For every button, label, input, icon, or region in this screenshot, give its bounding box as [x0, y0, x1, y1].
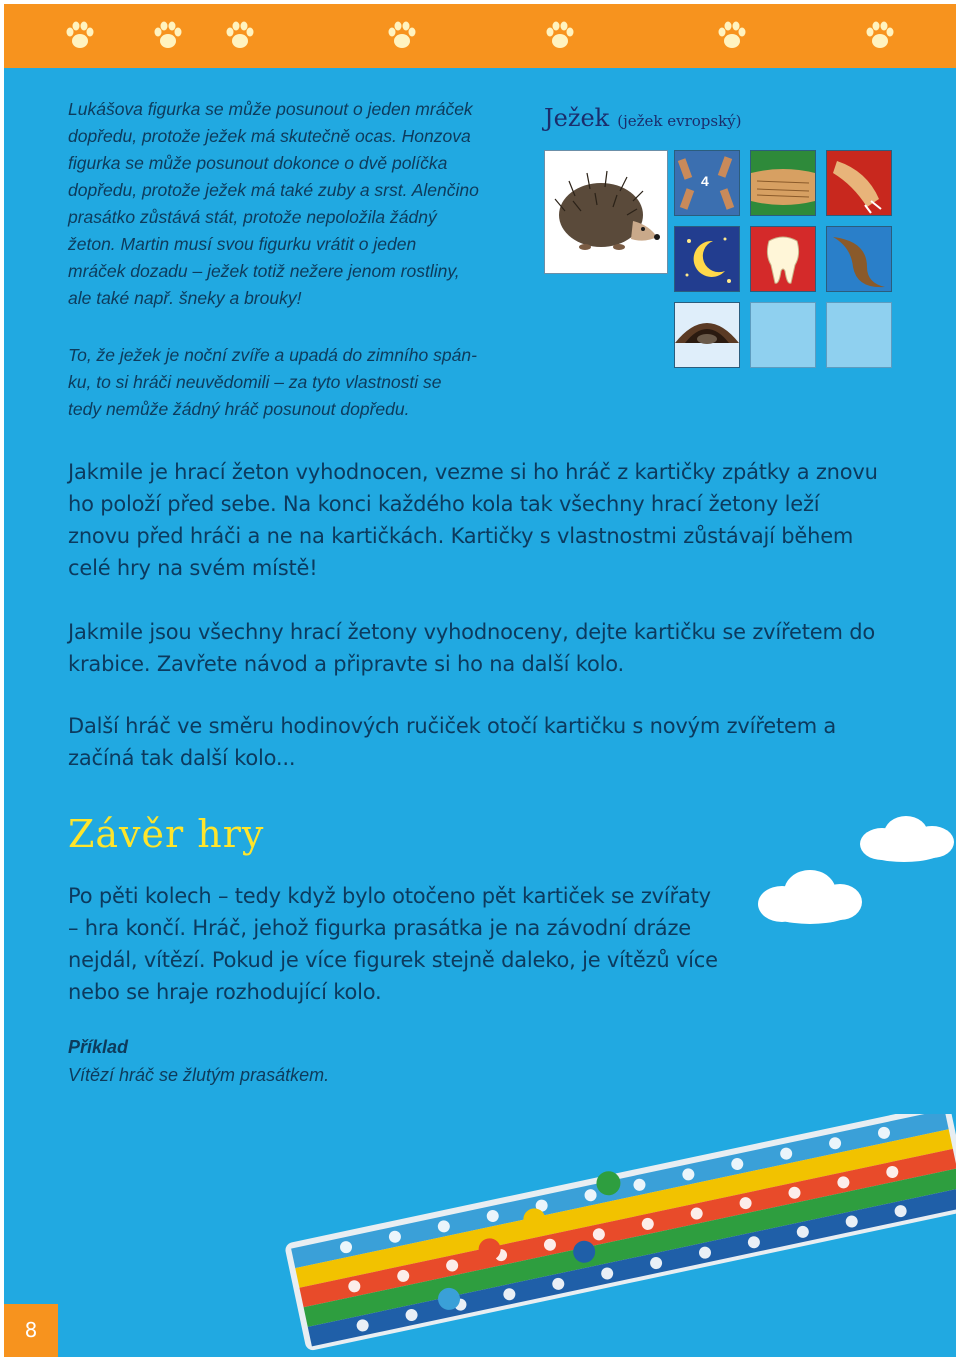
paw-icon: [62, 18, 98, 54]
paw-icon: [542, 18, 578, 54]
paw-icon: [384, 18, 420, 54]
animal-subtitle: (ježek evropský): [617, 112, 742, 130]
tile-empty: [750, 302, 816, 368]
conclusion-paragraph: Po pěti kolech – tedy když bylo otočeno pět kartiček se zvířaty – hra končí. Hráč, jehož figurka prasátka je na závodní dráze nejdál, vítězí. Pokud je více figurek stejně daleko, je vítězů více nebo se hraje rozhodující kolo.: [68, 884, 718, 1004]
paragraph-token-return: Jakmile je hrací žeton vyhodnocen, vezme si ho hráč z kartičky zpátky a znovu ho položí před sebe. Na konci každého kola tak všechny hrací žetony leží znovu před hráči a ne na kartičkách. Kartičky s vlastnostmi zůstávají během celé hry na svém místě!: [68, 460, 878, 580]
intro-paragraph: Lukášova figurka se může posunout o jeden mráček dopředu, protože ježek má skutečně ocas. Honzova figurka se může posunout dokonce o dvě políčka dopředu, protože ježek má také zuby a srst. Alenčino prasátko zůstává stát, protože nepoložila žádný žeton. Martin musí svou figurku vrátit o jeden mráček dozadu – ježek totiž nežere jenom rostliny, ale také např. šneky a brouky!: [68, 99, 479, 308]
tile-legs-number: 4: [701, 173, 709, 189]
cloud-icon: [754, 866, 866, 928]
paw-icon: [714, 18, 750, 54]
night-paragraph: To, že ježek je noční zvíře a upadá do zimního spán- ku, to si hráči neuvědomili – za tyto vlastnosti se tedy nemůže žádný hráč posunout dopředu.: [68, 345, 477, 419]
moon-icon: [675, 227, 739, 291]
section-title: Závěr hry: [68, 812, 265, 856]
paw-icon: [222, 18, 258, 54]
page-number: 8: [4, 1304, 58, 1357]
tail-icon: [827, 227, 891, 291]
animal-card-title: [544, 104, 742, 132]
example-label: Příklad: [68, 1037, 129, 1057]
tile-empty: [826, 302, 892, 368]
hedgehog-icon: [545, 151, 667, 273]
page: [4, 4, 956, 1357]
paragraph-card-away: Jakmile jsou všechny hrací žetony vyhodnoceny, dejte kartičku se zvířetem do krabice. Zavřete návod a připravte si ho na další kolo.: [68, 620, 875, 676]
hedgehog-image: [544, 150, 668, 274]
tile-tail: [826, 226, 892, 292]
paw-icon: [150, 18, 186, 54]
game-board-image: [274, 1114, 956, 1357]
cloud-icon: [852, 812, 956, 864]
paw-icon: [862, 18, 898, 54]
tile-fur: [750, 150, 816, 216]
example-text: Vítězí hráč se žlutým prasátkem.: [68, 1065, 330, 1085]
tile-night: [674, 226, 740, 292]
tile-teeth: [750, 226, 816, 292]
header-band: [4, 4, 956, 68]
burrow-icon: [675, 303, 739, 367]
tile-hibernation: [674, 302, 740, 368]
fur-icon: [751, 151, 815, 215]
tile-claws: [826, 150, 892, 216]
claws-icon: [827, 151, 891, 215]
paragraph-next-player: Další hráč ve směru hodinových ručiček otočí kartičku s novým zvířetem a začíná tak další kolo...: [68, 714, 837, 770]
tile-legs: [674, 150, 740, 216]
animal-name: Ježek: [544, 104, 610, 132]
tooth-icon: [751, 227, 815, 291]
